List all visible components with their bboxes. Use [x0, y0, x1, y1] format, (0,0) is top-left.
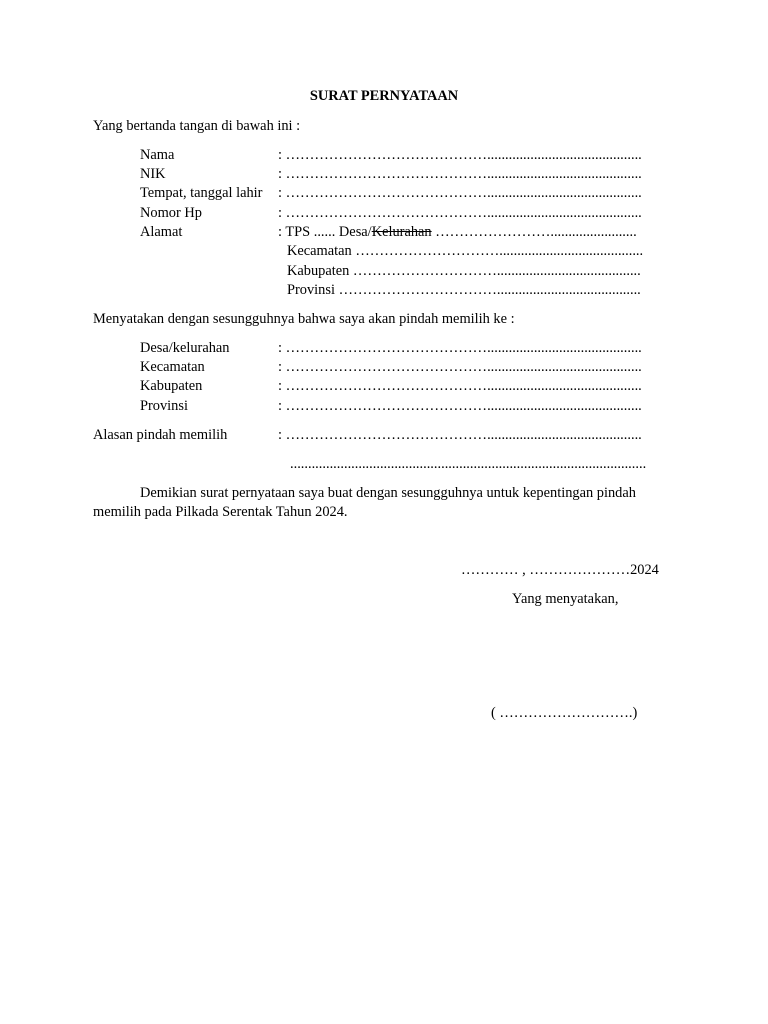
closing-line-2: memilih pada Pilkada Serentak Tahun 2024.: [93, 504, 348, 520]
address-line-tps: [278, 225, 637, 239]
dest-label-kecamatan: Kecamatan: [140, 359, 205, 375]
signer-name-placeholder: ( ……………………….): [491, 705, 638, 721]
field-value-nama: : ……………………………………...........................................: [278, 147, 642, 163]
field-value-nomor-hp: : ……………………………………...........................................: [278, 205, 642, 221]
reason-continuation-line: ...................................................................................................: [290, 456, 647, 472]
field-label-alamat: Alamat: [140, 224, 183, 240]
address-tps-suffix: ……………………........................: [431, 224, 637, 240]
dest-value-desa: : ……………………………………...........................................: [278, 340, 642, 356]
reason-label: Alasan pindah memilih: [93, 427, 228, 443]
address-line-kabupaten: Kabupaten …………………………........................................: [287, 263, 641, 279]
field-label-nomor-hp: Nomor Hp: [140, 205, 202, 221]
field-value-nik: : ……………………………………...........................................: [278, 166, 642, 182]
field-value-ttl: : ……………………………………...........................................: [278, 185, 642, 201]
field-label-ttl: Tempat, tanggal lahir: [140, 185, 263, 201]
address-tps-prefix: : TPS ...... Desa/: [278, 224, 372, 240]
closing-line-1: Demikian surat pernyataan saya buat dengan sesungguhnya untuk kepentingan pindah: [140, 485, 636, 501]
address-kelurahan-strikethrough: Kelurahan: [371, 224, 432, 240]
address-line-kecamatan: Kecamatan …………………………........................................: [287, 243, 644, 259]
dest-value-kabupaten: : ……………………………………...........................................: [278, 378, 642, 394]
statement-text: Menyatakan dengan sesungguhnya bahwa saya akan pindah memilih ke :: [93, 311, 515, 327]
intro-text: Yang bertanda tangan di bawah ini :: [93, 118, 301, 134]
dest-value-kecamatan: : ……………………………………...........................................: [278, 359, 642, 375]
dest-label-provinsi: Provinsi: [140, 398, 188, 414]
signer-label: Yang menyatakan,: [512, 591, 619, 607]
address-line-provinsi: Provinsi ……………………………........................................: [287, 282, 641, 298]
dest-label-kabupaten: Kabupaten: [140, 378, 203, 394]
field-label-nik: NIK: [140, 166, 166, 182]
dest-value-provinsi: : ……………………………………...........................................: [278, 398, 642, 414]
dest-label-desa: Desa/kelurahan: [140, 340, 230, 356]
place-date-line: ………… , …………………2024: [461, 562, 659, 578]
field-label-nama: Nama: [140, 147, 175, 163]
reason-value: : ……………………………………...........................................: [278, 427, 642, 443]
document-title: SURAT PERNYATAAN: [309, 88, 459, 104]
